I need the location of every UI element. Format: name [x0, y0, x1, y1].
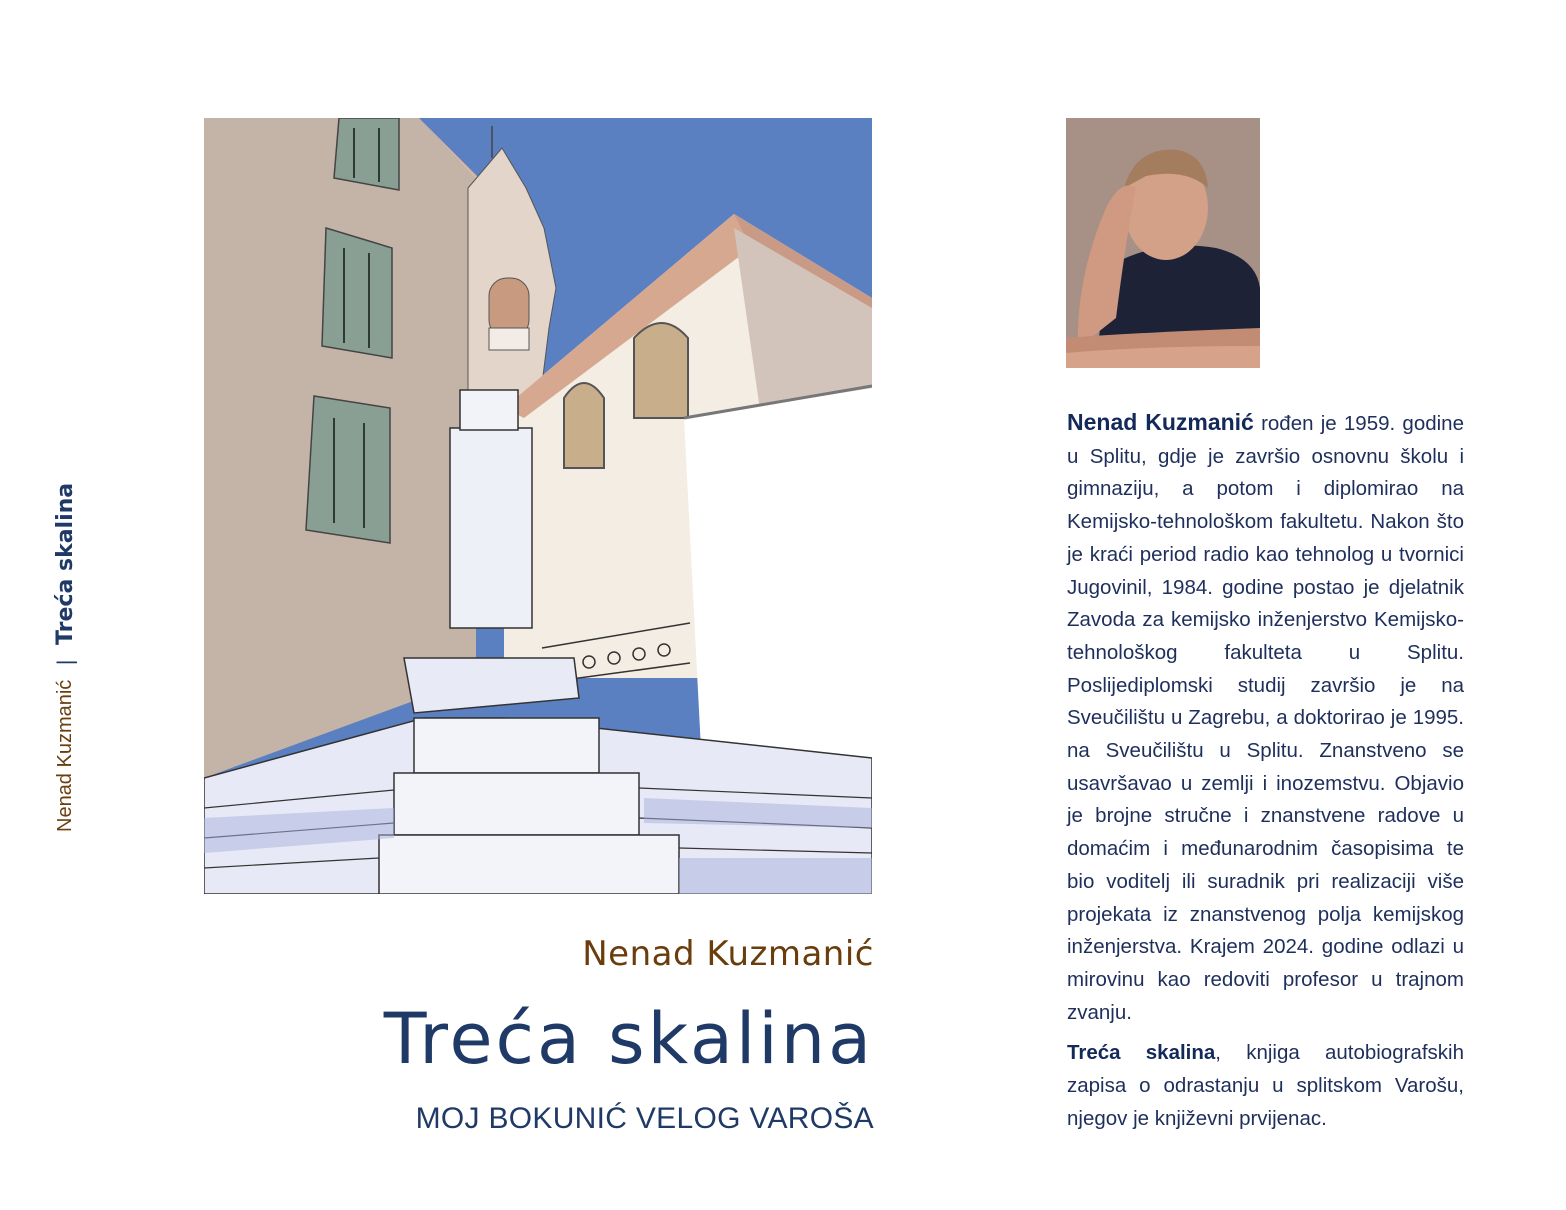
author-photo: [1066, 118, 1260, 368]
spine-author: Nenad Kuzmanić: [53, 679, 76, 832]
cover-title: Treća skalina: [383, 998, 874, 1080]
spine-separator: |: [53, 658, 77, 666]
cover-author: Nenad Kuzmanić: [582, 934, 874, 974]
spine-title: Treća skalina: [52, 482, 78, 645]
bio-paragraph-2: [1067, 1037, 1464, 1135]
bio-text-1: rođen je 1959. godine u Splitu, gdje je završio osnovnu školu i gimnaziju, a potom i diplomirao na Kemijsko-tehnološkom fakultetu. Nakon što je kraći period radio kao tehnolog u tvornici Jugovinil, 1984. godine postao je djelatnik Zavoda za kemijsko inženjerstvo Kemijsko-tehnološkog fakulteta u Splitu. Poslijediplomski studij završio je na Sveučilištu u Zagrebu, a doktorirao je 1995. na Sveučilištu u Splitu. Znanstveno se usavršavao u zemlji i inozemstvu. Objavio je brojne stručne i znanstvene radove u domaćim i međunarodnim časopisima te bio voditelj ili suradnik pri realizaciji više projekata iz znanstvenog polja kemijskog inženjerstva. Krajem 2024. godine odlazi u mirovinu kao redoviti profesor u trajnom zvanju.: [1067, 412, 1464, 1024]
cover-subtitle: MOJ BOKUNIĆ VELOG VAROŠA: [415, 1102, 874, 1135]
author-bio: [1067, 406, 1464, 1143]
bio-text-2: , knjiga autobiografskih zapisa o odrastanju u splitskom Varošu, njegov je književni prvijenac.: [1067, 1041, 1464, 1130]
bio-book-title: Treća skalina: [1067, 1041, 1216, 1065]
bio-paragraph-1: [1067, 406, 1464, 1029]
bio-author-name: Nenad Kuzmanić: [1067, 409, 1254, 435]
book-spine: [48, 412, 82, 832]
cover-illustration: [204, 118, 872, 894]
